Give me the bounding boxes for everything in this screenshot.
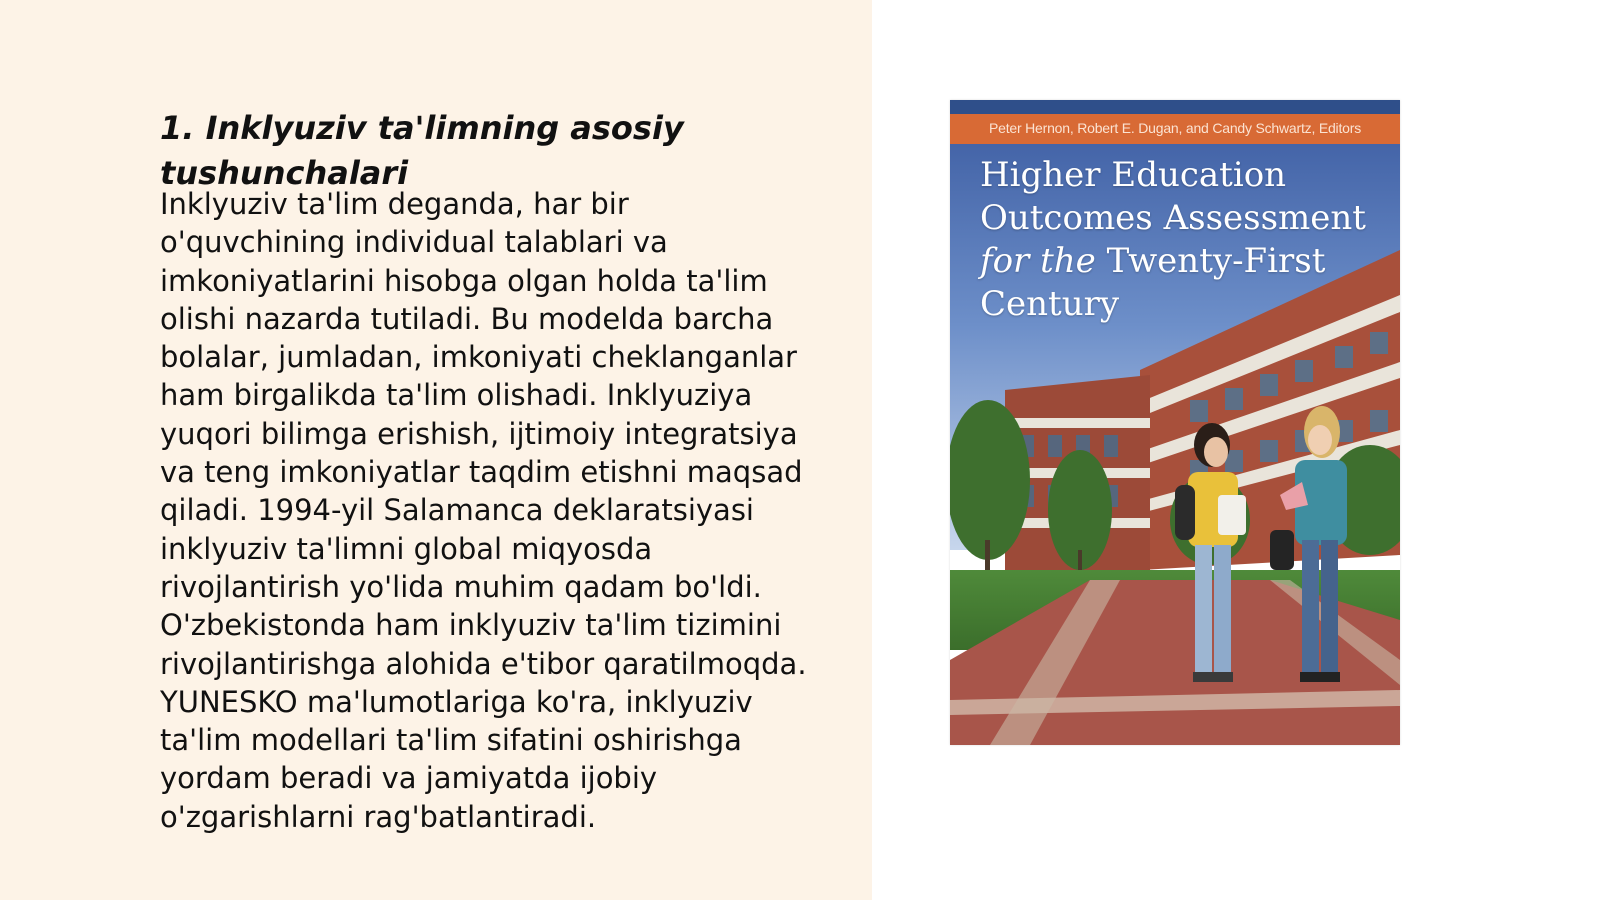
- body-line: Inklyuziv ta'lim deganda, har bir: [160, 187, 629, 221]
- cover-title-rest: Twenty-First: [1095, 241, 1326, 281]
- body-line: yuqori bilimga erishish, ijtimoiy integratsiya: [160, 416, 798, 451]
- cover-title-italic: for the: [980, 241, 1096, 281]
- cover-title-line: Century: [980, 284, 1120, 324]
- cover-editors-text: Peter Hernon, Robert E. Dugan, and Candy Schwartz, Editors: [988, 120, 1362, 136]
- cover-title-line: [980, 240, 1390, 283]
- body-line: rivojlantirishga alohida e'tibor qaratilmoqda.: [160, 646, 807, 681]
- body-line: yordam beradi va jamiyatda ijobiy: [160, 761, 658, 796]
- body-line: qiladi. 1994-yil Salamanca deklaratsiyasi: [160, 493, 754, 528]
- cover-title-line: Higher Education: [980, 155, 1287, 195]
- body-line: rivojlantirish yo'lida muhim qadam bo'ldi.: [160, 569, 762, 604]
- body-line: O'zbekistonda ham inklyuziv ta'lim tizimini: [160, 608, 782, 643]
- cover-title: [980, 154, 1390, 326]
- body-line: o'zgarishlarni rag'batlantiradi.: [160, 799, 597, 834]
- body-line: YUNESKO ma'lumotlariga ko'ra, inklyuziv: [160, 684, 753, 719]
- slide-heading: 1. Inklyuziv ta'limning asosiy tushunchalari: [160, 109, 684, 192]
- body-line: o'quvchining individual talablari va: [160, 225, 668, 260]
- slide-body-text: [160, 185, 850, 836]
- body-line: bolalar, jumladan, imkoniyati cheklanganlar: [160, 340, 797, 375]
- body-line: ta'lim modellari ta'lim sifatini oshirishga: [160, 723, 742, 758]
- book-cover-image: [950, 100, 1400, 745]
- body-line: imkoniyatlarini hisobga olgan holda ta'lim: [160, 263, 768, 298]
- body-line: inklyuziv ta'limni global miqyosda: [160, 531, 653, 566]
- body-line: ham birgalikda ta'lim olishadi. Inklyuziya: [160, 378, 753, 413]
- body-line: va teng imkoniyatlar taqdim etishni maqsad: [160, 455, 803, 490]
- body-line: olishi nazarda tutiladi. Bu modelda barcha: [160, 301, 774, 336]
- cover-title-line: Outcomes Assessment: [980, 198, 1366, 238]
